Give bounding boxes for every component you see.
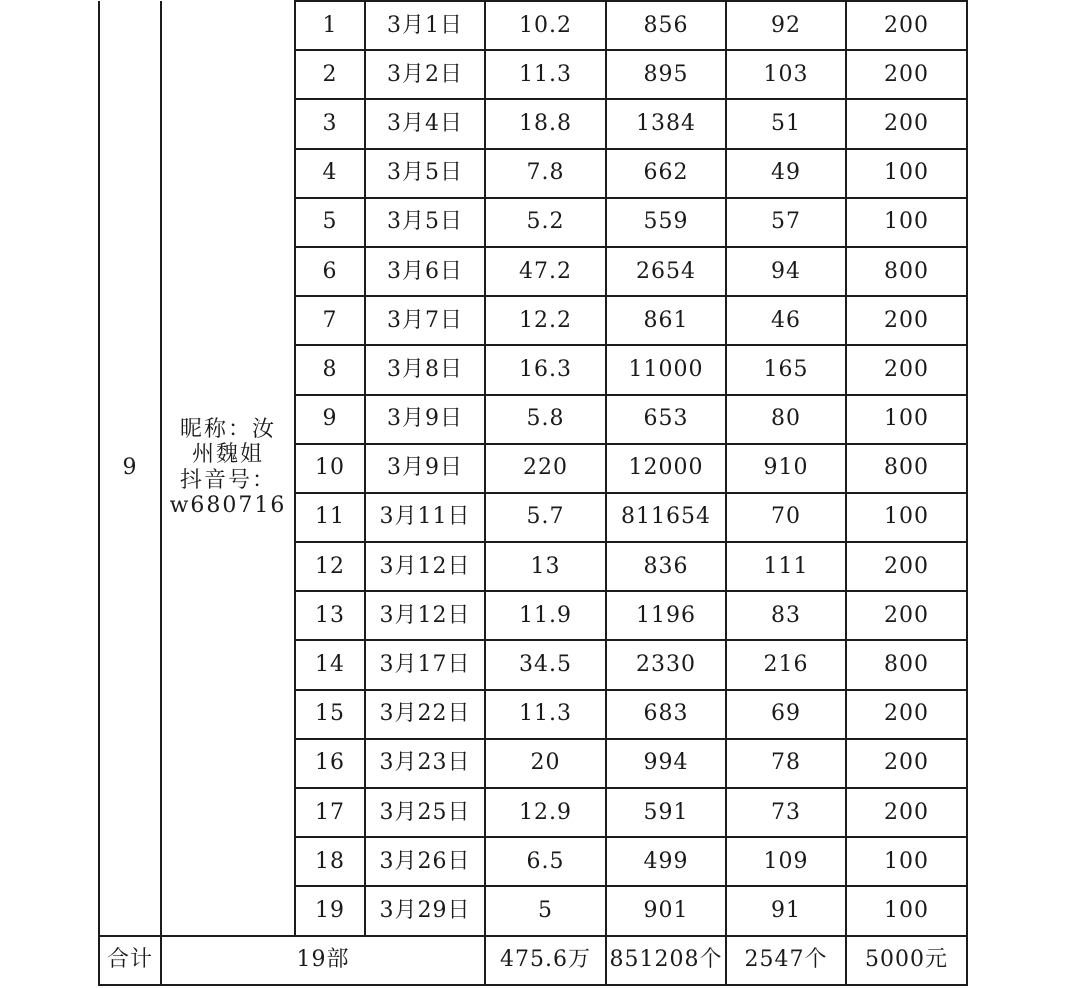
comments-cell: 57 [726, 198, 846, 247]
table-body [99, 1, 967, 985]
row-number-cell: 12 [295, 542, 365, 591]
amount-cell: 800 [846, 444, 967, 493]
likes-cell: 2330 [606, 640, 726, 689]
plays-cell: 18.8 [485, 99, 606, 148]
row-number-cell: 7 [295, 296, 365, 345]
likes-cell: 2654 [606, 247, 726, 296]
likes-cell: 856 [606, 1, 726, 50]
date-cell: 3月29日 [365, 886, 485, 935]
date-cell: 3月2日 [365, 50, 485, 99]
row-number-cell: 3 [295, 99, 365, 148]
comments-cell: 70 [726, 493, 846, 542]
row-number-cell: 13 [295, 591, 365, 640]
comments-cell: 910 [726, 444, 846, 493]
account-line: 州魏姐 [191, 442, 264, 468]
comments-cell: 92 [726, 1, 846, 50]
date-cell: 3月26日 [365, 837, 485, 886]
date-cell: 3月9日 [365, 444, 485, 493]
date-cell: 3月12日 [365, 542, 485, 591]
row-number-cell: 10 [295, 444, 365, 493]
total-likes-cell: 851208个 [606, 936, 726, 985]
date-cell: 3月11日 [365, 493, 485, 542]
plays-cell: 7.8 [485, 149, 606, 198]
date-cell: 3月8日 [365, 345, 485, 394]
total-count-cell: 19部 [161, 936, 485, 985]
row-number-cell: 1 [295, 1, 365, 50]
likes-cell: 836 [606, 542, 726, 591]
comments-cell: 80 [726, 395, 846, 444]
plays-cell: 6.5 [485, 837, 606, 886]
amount-cell: 100 [846, 198, 967, 247]
amount-cell: 100 [846, 493, 967, 542]
plays-cell: 12.2 [485, 296, 606, 345]
row-number-cell: 17 [295, 788, 365, 837]
plays-cell: 220 [485, 444, 606, 493]
comments-cell: 78 [726, 739, 846, 788]
row-number-cell: 9 [295, 395, 365, 444]
comments-cell: 111 [726, 542, 846, 591]
amount-cell: 200 [846, 542, 967, 591]
likes-cell: 11000 [606, 345, 726, 394]
comments-cell: 51 [726, 99, 846, 148]
group-index-cell: 9 [99, 1, 161, 936]
plays-cell: 12.9 [485, 788, 606, 837]
plays-cell: 20 [485, 739, 606, 788]
amount-cell: 100 [846, 837, 967, 886]
comments-cell: 49 [726, 149, 846, 198]
likes-cell: 12000 [606, 444, 726, 493]
date-cell: 3月23日 [365, 739, 485, 788]
amount-cell: 100 [846, 149, 967, 198]
account-line: 抖音号： [179, 467, 276, 493]
date-cell: 3月6日 [365, 247, 485, 296]
date-cell: 3月4日 [365, 99, 485, 148]
comments-cell: 94 [726, 247, 846, 296]
likes-cell: 591 [606, 788, 726, 837]
plays-cell: 11.3 [485, 690, 606, 739]
likes-cell: 811654 [606, 493, 726, 542]
date-cell: 3月12日 [365, 591, 485, 640]
plays-cell: 5.2 [485, 198, 606, 247]
row-number-cell: 19 [295, 886, 365, 935]
total-amount-cell: 5000元 [846, 936, 967, 985]
row-number-cell: 18 [295, 837, 365, 886]
total-plays-cell: 475.6万 [485, 936, 606, 985]
data-sheet [98, 0, 968, 986]
comments-cell: 83 [726, 591, 846, 640]
comments-cell: 69 [726, 690, 846, 739]
amount-cell: 200 [846, 99, 967, 148]
row-number-cell: 5 [295, 198, 365, 247]
amount-cell: 800 [846, 640, 967, 689]
account-cell [161, 1, 295, 936]
row-number-cell: 14 [295, 640, 365, 689]
likes-cell: 901 [606, 886, 726, 935]
comments-cell: 216 [726, 640, 846, 689]
comments-cell: 165 [726, 345, 846, 394]
row-number-cell: 11 [295, 493, 365, 542]
plays-cell: 11.9 [485, 591, 606, 640]
amount-cell: 200 [846, 1, 967, 50]
amount-cell: 200 [846, 50, 967, 99]
amount-cell: 200 [846, 591, 967, 640]
date-cell: 3月25日 [365, 788, 485, 837]
plays-cell: 5.7 [485, 493, 606, 542]
plays-cell: 10.2 [485, 1, 606, 50]
amount-cell: 200 [846, 345, 967, 394]
date-cell: 3月7日 [365, 296, 485, 345]
plays-cell: 13 [485, 542, 606, 591]
plays-cell: 16.3 [485, 345, 606, 394]
amount-cell: 200 [846, 739, 967, 788]
row-number-cell: 6 [295, 247, 365, 296]
likes-cell: 499 [606, 837, 726, 886]
comments-cell: 91 [726, 886, 846, 935]
likes-cell: 683 [606, 690, 726, 739]
likes-cell: 1384 [606, 99, 726, 148]
date-cell: 3月22日 [365, 690, 485, 739]
plays-cell: 5 [485, 886, 606, 935]
likes-cell: 861 [606, 296, 726, 345]
total-comments-cell: 2547个 [726, 936, 846, 985]
date-cell: 3月9日 [365, 395, 485, 444]
plays-cell: 47.2 [485, 247, 606, 296]
likes-cell: 1196 [606, 591, 726, 640]
row-number-cell: 2 [295, 50, 365, 99]
amount-cell: 200 [846, 296, 967, 345]
date-cell: 3月5日 [365, 149, 485, 198]
video-stats-table [98, 0, 968, 986]
plays-cell: 11.3 [485, 50, 606, 99]
amount-cell: 100 [846, 395, 967, 444]
row-number-cell: 16 [295, 739, 365, 788]
date-cell: 3月17日 [365, 640, 485, 689]
comments-cell: 73 [726, 788, 846, 837]
likes-cell: 994 [606, 739, 726, 788]
plays-cell: 34.5 [485, 640, 606, 689]
amount-cell: 200 [846, 690, 967, 739]
comments-cell: 103 [726, 50, 846, 99]
row-number-cell: 15 [295, 690, 365, 739]
likes-cell: 662 [606, 149, 726, 198]
row-number-cell: 8 [295, 345, 365, 394]
date-cell: 3月5日 [365, 198, 485, 247]
amount-cell: 800 [846, 247, 967, 296]
plays-cell: 5.8 [485, 395, 606, 444]
comments-cell: 109 [726, 837, 846, 886]
likes-cell: 895 [606, 50, 726, 99]
account-line: 昵称：汝 [179, 417, 276, 443]
account-line: w680716 [169, 493, 287, 519]
likes-cell: 559 [606, 198, 726, 247]
row-number-cell: 4 [295, 149, 365, 198]
comments-cell: 46 [726, 296, 846, 345]
amount-cell: 100 [846, 886, 967, 935]
table-row [99, 1, 967, 50]
total-label-cell: 合计 [99, 936, 161, 985]
likes-cell: 653 [606, 395, 726, 444]
date-cell: 3月1日 [365, 1, 485, 50]
amount-cell: 200 [846, 788, 967, 837]
total-row [99, 936, 967, 985]
